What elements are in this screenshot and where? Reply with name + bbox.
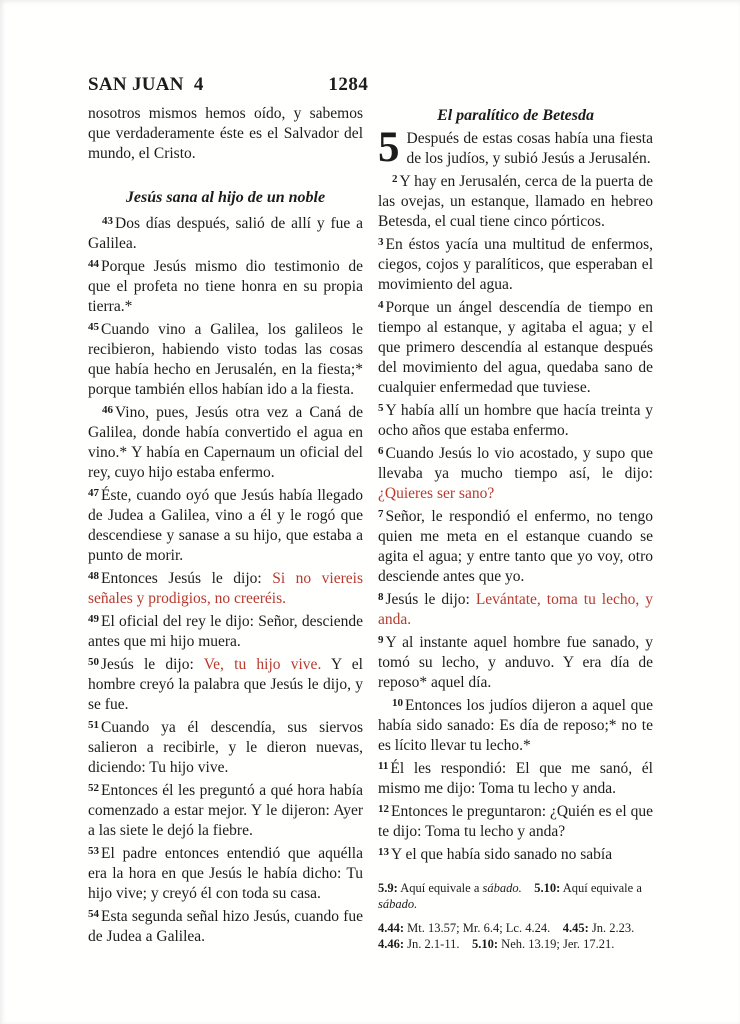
footnote-text: 4.45: <box>562 921 589 935</box>
verse-text: Y el hombre creyó la palabra que Jesús le dijo, y se fue. <box>88 656 363 713</box>
verse-number: 52 <box>88 782 99 794</box>
verse-text: Esta segunda señal hizo Jesús, cuando fue de Judea a Galilea. <box>88 908 363 945</box>
verse <box>88 841 363 904</box>
verse-text: Entonces los judíos dijeron a aquel que había sido sanado: Es día de reposo;* no te es lícito llevar tu lecho.* <box>378 697 653 754</box>
footnote-text: 5.9: <box>378 881 398 895</box>
verse-number: 50 <box>88 656 99 668</box>
verse <box>88 652 363 715</box>
verse-text: Y al instante aquel hombre fue sanado, y tomó su lecho, y anduvo. Y era día de reposo* aquel día. <box>378 634 653 691</box>
verse-text: El padre entonces entendió que aquélla era la hora en que Jesús le había dicho: Tu hijo vive; y creyó él con toda su casa. <box>88 845 363 902</box>
page-content <box>88 74 654 961</box>
verse-number: 43 <box>102 215 113 227</box>
verse <box>378 756 653 799</box>
verse-number: 5 <box>378 402 384 414</box>
verse-text: Entonces le preguntaron: ¿Quién es el que te dijo: Toma tu lecho y anda? <box>378 803 653 840</box>
verse-text: Vino, pues, Jesús otra vez a Caná de Galilea, donde había convertido el agua en vino.* Y había en Capernaum un oficial del rey, cuyo hijo estaba enfermo. <box>88 404 363 481</box>
verse-number: 12 <box>378 803 389 815</box>
verse-text: Y hay en Jerusalén, cerca de la puerta de las ovejas, un estanque, llamado en hebreo Betesda, el cual tiene cinco pórticos. <box>378 173 653 230</box>
verse-text: Porque un ángel descendía de tiempo en tiempo al estanque, y agitaba el agua; y el que primero descendía al estanque después del movimiento del agua, quedaba sano de cualquier enfermedad que tuviese. <box>378 299 653 396</box>
verse <box>378 295 653 398</box>
verse-number: 53 <box>88 845 99 857</box>
verse-text: Entonces él les preguntó a qué hora había comenzado a estar mejor. Y le dijeron: Ayer a las siete le dejó la fiebre. <box>88 782 363 839</box>
two-column-text <box>88 104 654 961</box>
verse <box>88 211 363 254</box>
verse-number: 44 <box>88 258 99 270</box>
verse <box>88 715 363 778</box>
verse-number: 9 <box>378 634 384 646</box>
footnotes <box>378 881 653 952</box>
footnote-text: Neh. 13.19; Jer. 17.21. <box>498 936 615 951</box>
red-letter-text: Ve, tu hijo vive. <box>203 656 322 673</box>
verse <box>378 587 653 630</box>
footnote-cross-reference <box>378 937 653 953</box>
verse <box>88 609 363 652</box>
chapter-number-dropcap: 5 <box>378 124 400 171</box>
verse-number: 51 <box>88 719 99 731</box>
verse <box>378 504 653 587</box>
verse-text: Cuando ya él descendía, sus siervos salieron a recibirle, y le dieron nuevas, diciendo: Tu hijo vive. <box>88 719 363 776</box>
verse <box>88 317 363 400</box>
verse-number: 45 <box>88 321 99 333</box>
footnote-text: Jn. 2.1-11. <box>404 936 472 951</box>
verse-text: Cuando Jesús lo vio acostado, y supo que llevaba ya mucho tiempo así, le dijo: <box>378 445 653 482</box>
page-header <box>88 74 654 100</box>
footnote-text: 5.10: <box>534 881 561 895</box>
chapter-opening-verse <box>378 124 653 171</box>
book-chapter-title: SAN JUAN 4 <box>88 74 204 95</box>
verse <box>378 842 653 865</box>
verse-text: Entonces Jesús le dijo: <box>101 570 273 587</box>
footnote-text: 4.46: <box>378 936 405 951</box>
verse <box>88 904 363 947</box>
verse <box>88 400 363 483</box>
verse-text: Cuando vino a Galilea, los galileos le recibieron, habiendo visto todas las cosas que había hecho en Jerusalén, en la fiesta;* porque también ellos habían ido a la fiesta. <box>88 321 363 398</box>
text-column-left <box>88 104 363 947</box>
page-number: 1284 <box>328 74 369 95</box>
verse-number: 8 <box>378 591 384 603</box>
footnote-text: sábado. <box>378 896 418 911</box>
footnote-equivalence-note <box>378 881 653 912</box>
verse <box>378 799 653 842</box>
footnote-text: Jn. 2.23. <box>588 921 635 935</box>
verse-number: 3 <box>378 236 384 248</box>
verse <box>88 254 363 317</box>
section-heading: El paralítico de Betesda <box>437 107 594 124</box>
text-column-right <box>378 104 653 961</box>
verse-text: Después de estas cosas había una fiesta de los judíos, y subió Jesús a Jerusalén. <box>406 130 653 167</box>
verse <box>378 441 653 504</box>
footnote-text: sábado. <box>482 881 522 895</box>
verse-number: 13 <box>378 846 389 858</box>
verse-text: Dos días después, salió de allí y fue a Galilea. <box>88 215 363 252</box>
footnote-text <box>522 881 535 895</box>
verse-text: Él les respondió: El que me sanó, él mismo me dijo: Toma tu lecho y anda. <box>378 760 653 797</box>
section-heading: Jesús sana al hijo de un noble <box>125 189 326 206</box>
red-letter-text: ¿Quieres ser sano? <box>378 485 495 502</box>
verse-text: Y había allí un hombre que hacía treinta y ocho años que estaba enfermo. <box>378 402 653 439</box>
verse-number: 6 <box>378 445 384 457</box>
verse-number: 46 <box>102 404 113 416</box>
verse-number: 10 <box>392 697 403 709</box>
verse-number: 48 <box>88 570 99 582</box>
verse <box>378 693 653 756</box>
red-letter-text: Si no viereis señales y prodigios, no creeréis. <box>88 570 363 607</box>
verse-text: Porque Jesús mismo dio testimonio de que el profeta no tiene honra en su propia tierra.* <box>88 258 363 315</box>
verse <box>378 169 653 232</box>
verse-number: 11 <box>378 760 389 772</box>
verse <box>88 483 363 566</box>
footnote-text: 5.10: <box>472 936 499 951</box>
verse <box>378 398 653 441</box>
verse <box>378 630 653 693</box>
verse-text: Éste, cuando oyó que Jesús había llegado de Judea a Galilea, vino a él y le rogó que descendiese y sanase a su hijo, que estaba a punto de morir. <box>88 487 363 564</box>
continuation-paragraph <box>88 104 363 164</box>
verse-text: Jesús le dijo: <box>385 591 476 608</box>
verse-text: nosotros mismos hemos oído, y sabemos que verdaderamente éste es el Salvador del mundo, el Cristo. <box>88 105 363 162</box>
footnote-text: Aquí equivale a <box>397 881 483 895</box>
verse-text: Jesús le dijo: <box>101 656 204 673</box>
verse-text: En éstos yacía una multitud de enfermos, ciegos, cojos y paralíticos, que esperaban el movimiento del agua. <box>378 236 653 293</box>
verse-text: El oficial del rey le dijo: Señor, desciende antes que mi hijo muera. <box>88 613 363 650</box>
verse-number: 54 <box>88 908 99 920</box>
verse-number: 2 <box>392 173 398 185</box>
verse <box>88 566 363 609</box>
verse-text: Señor, le respondió el enfermo, no tengo quien me meta en el estanque cuando se agita el agua; y entre tanto que yo voy, otro desciende antes que yo. <box>378 508 653 585</box>
verse <box>378 232 653 295</box>
red-letter-text: Levántate, toma tu lecho, y anda. <box>378 591 653 628</box>
footnote-text: Aquí equivale a <box>560 881 642 895</box>
verse-number: 4 <box>378 299 384 311</box>
footnote-text: 4.44: <box>378 921 405 935</box>
footnote-cross-reference <box>378 921 653 937</box>
footnote-equivalence-notes <box>378 881 653 912</box>
verse <box>88 778 363 841</box>
footnote-text: Mt. 13.57; Mr. 6.4; Lc. 4.24. <box>404 921 563 935</box>
verse-number: 7 <box>378 508 384 520</box>
verse-text: Y el que había sido sanado no sabía <box>391 846 613 863</box>
footnote-cross-references <box>378 921 653 952</box>
verse-number: 47 <box>88 487 99 499</box>
verse-number: 49 <box>88 613 99 625</box>
